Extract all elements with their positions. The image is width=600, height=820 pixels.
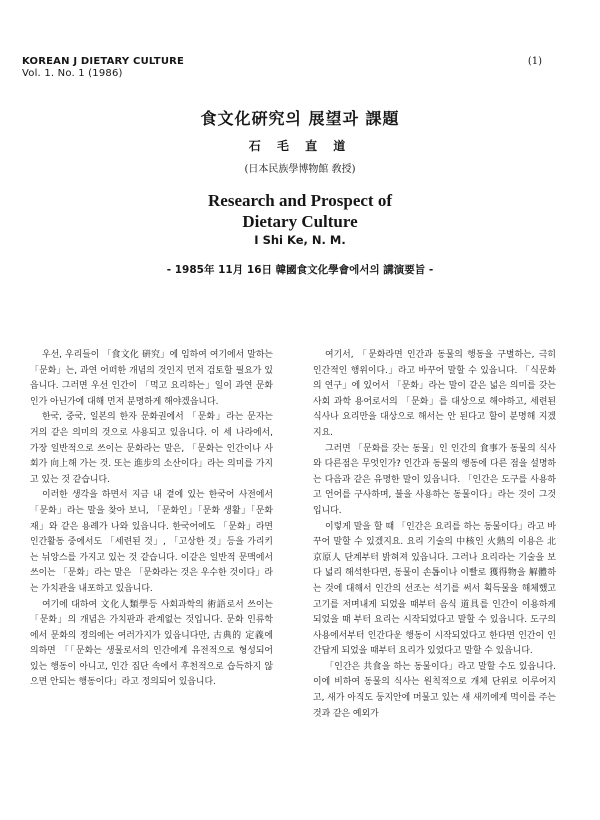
paragraph: 여기에 대하여 文化人類學등 사회과학의 術語로서 쓰이는 「문화」의 개념은 가치판과 관계없는 것입니다. 문화 인류학에서 문화의 정의에는 여러가지가 있읍니다만, 古典的 定義에 의하면 「「문화는 생물로서의 인간에게 유전적으로 형성되어 있는 행동이 아니고, 인간 집단 속에서 후천적으로 습득하지 않으면 안되는 행동이다」라고 정의되어 있읍니다.	[30, 599, 273, 688]
paragraph: 이러한 생각을 하면서 지금 내 곁에 있는 한국어 사전에서 「문화」라는 말을 찾아 보니, 「문화인」「문화 생활」「문화재」와 같은 용례가 나와 있읍니다. 한국어에도 「문화」라면 인간활동 중에서도 「세련된 것」, 「고상한 것」등을 가리키는 뉘앙스를 가지고 있는 것 같습니다. 이같은 일반적 문맥에서 쓰이는 「문화」라는 말은 「문화라는 것은 우수한 것이다」라는 가치관을 내포하고 있읍니다.	[30, 490, 273, 594]
author-affiliation: (日本民族學博物館 敎授)	[244, 164, 356, 175]
english-title	[0, 190, 600, 232]
lecture-note: - 1985年 11月 16日 韓國食文化學會에서의 講演要旨 -	[166, 264, 434, 276]
paragraph: 이렇게 말을 할 때 「인간은 요리를 하는 동물이다」라고 바꾸어 말할 수 있겠지요. 요리 기술의 中核인 火熱의 이용은 北京原人 단계부터 밝혀져 있읍니다. 그러나 요리라는 기술을 보다 넓리 해석한다면, 동물이 손톱이나 이빨로 獲得物을 解體하는 것에 대해서 인간의 선조는 석기를 써서 획득물을 해체했고 고기를 저며내게 되었을 때부터 음식 道具를 인간이 이용하게 되었을 때 부터 요리는 시작되었다고 말할 수 있읍니다. 도구의 사용에서부터 인간다운 행동이 시작되었다고 한다면 인간이 인간답게 되었을 때부터 요리가 있었다고 말할 수 있읍니다.	[313, 521, 556, 657]
korean-title: 食文化硏究의 展望과 課題	[200, 109, 400, 128]
paragraph: 여기서, 「문화라면 인간과 동물의 행동을 구별하는, 극히 인간적인 행위이다.」라고 바꾸어 말할 수 있읍니다. 「식문화의 연구」에 있어서 「문화」라는 말이 같은 넓은 의미를 갖는 사회 과학 용어로서의 「문화」를 대상으로 해야하고, 세련된 식사나 요리만을 대상으로 해서는 안 된다고 할이 분명해 지겠지요.	[313, 350, 556, 438]
author-korean: 石 毛 直 道	[248, 139, 352, 153]
journal-header	[22, 56, 184, 80]
paragraph: 한국, 중국, 일본의 한자 문화권에서 「문화」라는 문자는 거의 같은 의미의 것으로 사용되고 있읍니다. 이 세 나라에서, 가장 일반적으로 쓰이는 문화라는 말은, 「문화는 인간이나 사회가 向上해 가는 것. 또는 進步의 소산이다」라는 의미를 가지고 있는 것 같습니다.	[30, 412, 273, 485]
english-title-line-1: Research and Prospect of	[208, 191, 392, 210]
author-english: I Shi Ke, N. M.	[254, 233, 346, 247]
right-column	[313, 348, 556, 722]
paragraph: 우선, 우리들이 「食文化 硏究」에 임하여 여기에서 말하는 「문화」는, 과연 어떠한 개념의 것인지 먼저 검토할 필요가 있읍니다. 그러면 우선 인간이 「먹고 요리하는」일이 과연 문화인가 아닌가에 대해 먼저 분명하게 해야겠읍니다.	[30, 350, 273, 407]
english-title-line-2: Dietary Culture	[242, 212, 358, 231]
paragraph: 「인간은 共食을 하는 동물이다」라고 말할 수도 있읍니다. 이에 비하여 동물의 식사는 원칙적으로 개체 단위로 이루어지고, 새가 아직도 둥지안에 머물고 있는 새 새끼에게 먹이를 주는것과 같은 예외가	[313, 661, 556, 719]
journal-volume: Vol. 1. No. 1 (1986)	[22, 68, 123, 79]
paragraph: 그러면 「문화를 갖는 동물」인 인간의 食事가 동물의 식사와 다른점은 무엇인가? 인간과 동물의 행동에 다른 점을 설명하는 다음과 같은 유명한 말이 있읍니다. 「인간은 도구를 사용하고 언어를 구사하며, 불을 사용하는 동물이다」라는 것이 그것입니다.	[313, 443, 556, 516]
page-number: (1)	[527, 56, 542, 67]
left-column	[30, 348, 273, 691]
journal-name: KOREAN J DIETARY CULTURE	[22, 56, 185, 67]
